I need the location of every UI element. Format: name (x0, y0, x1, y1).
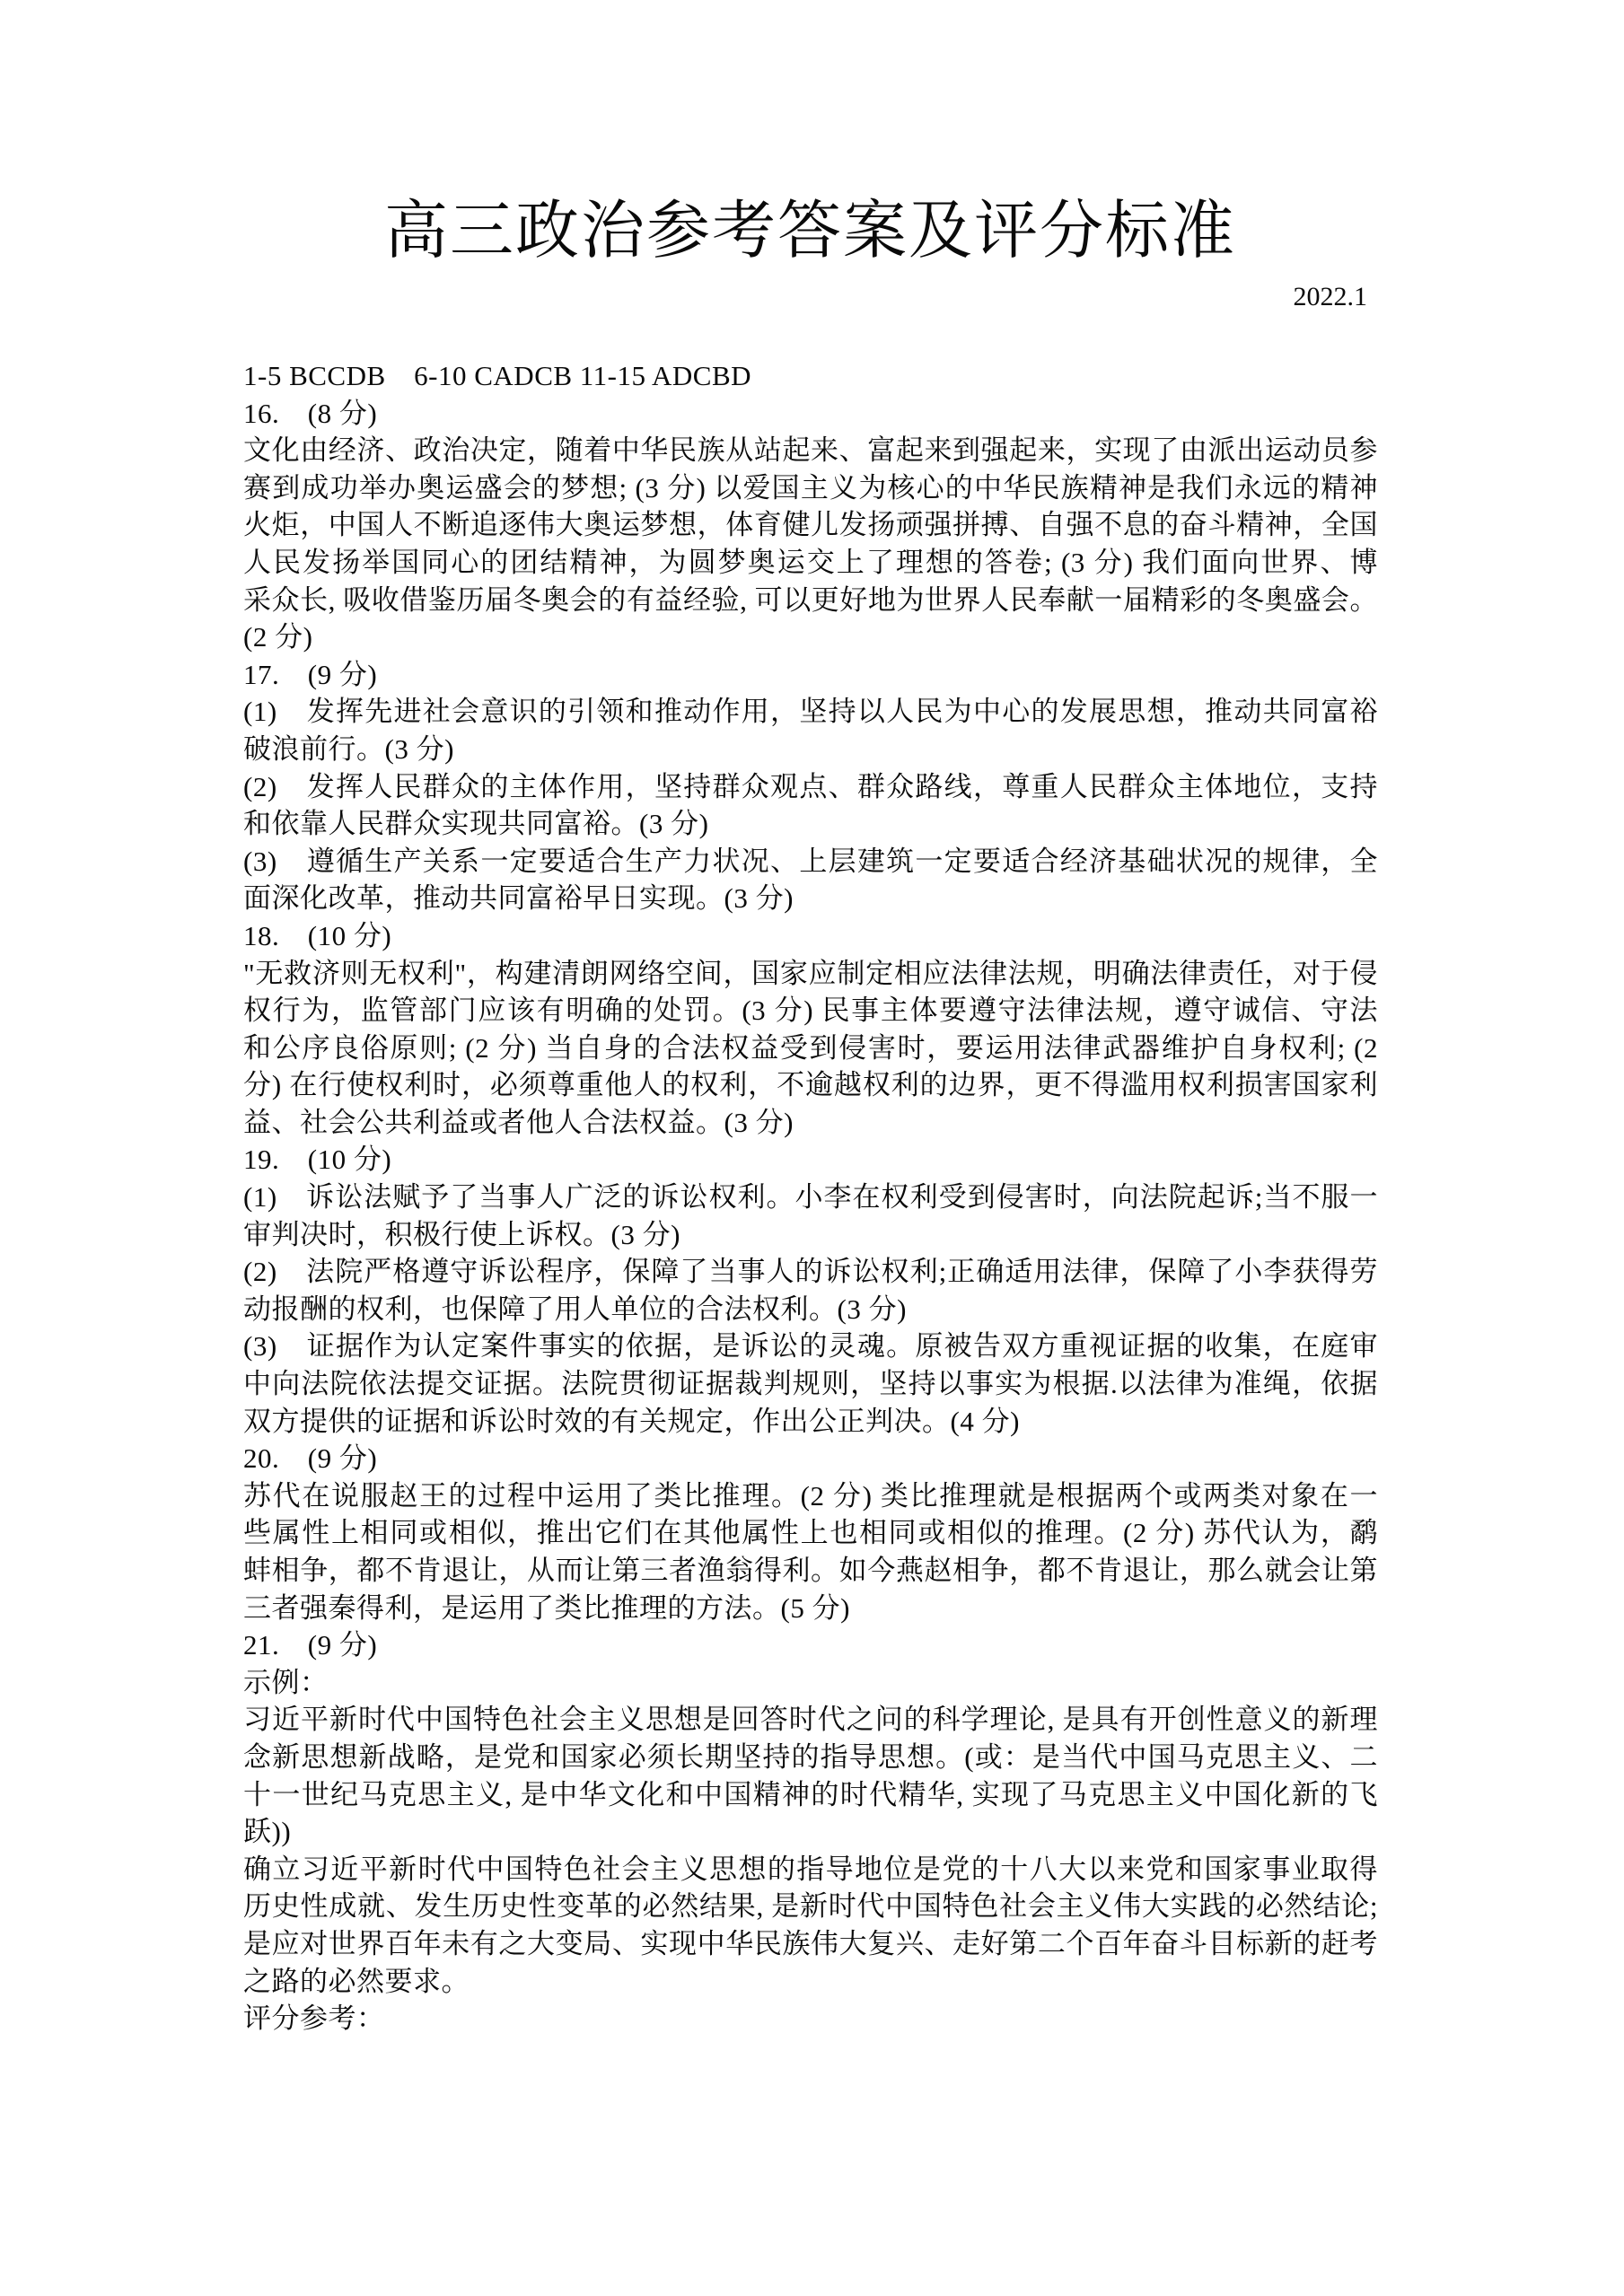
text-line: 分) 在行使权利时，必须尊重他人的权利，不逾越权利的边界，更不得滥用权利损害国家利 (243, 1069, 1378, 1101)
text-line: 些属性上相同或相似，推出它们在其他属性上也相同或相似的推理。(2 分) 苏代认为，鹬 (243, 1517, 1378, 1549)
text-line: 审判决时，积极行使上诉权。(3 分) (243, 1218, 680, 1250)
text-line: 18. (10 分) (243, 919, 392, 951)
text-line: 双方提供的证据和诉讼时效的有关规定，作出公正判决。(4 分) (243, 1405, 1020, 1437)
text-line: 火炬，中国人不断追逐伟大奥运梦想，体育健儿发扬顽强拼搏、自强不息的奋斗精神，全国 (243, 509, 1378, 541)
text-line: (2) 发挥人民群众的主体作用，坚持群众观点、群众路线，尊重人民群众主体地位，支持 (243, 770, 1378, 802)
document-date: 2022.1 (1293, 282, 1367, 311)
text-line: 确立习近平新时代中国特色社会主义思想的指导地位是党的十八大以来党和国家事业取得 (243, 1853, 1378, 1885)
text-line: 1-5 BCCDB 6-10 CADCB 11-15 ADCBD (243, 360, 752, 391)
text-line: 蚌相争，都不肯退让，从而让第三者渔翁得利。如今燕赵相争，都不肯退让，那么就会让第 (243, 1555, 1378, 1586)
text-line: (2 分) (243, 621, 313, 653)
text-line: 破浪前行。(3 分) (243, 732, 454, 765)
text-line: (1) 诉讼法赋予了当事人广泛的诉讼权利。小李在权利受到侵害时，向法院起诉;当不服一 (243, 1181, 1378, 1214)
text-line: 三者强秦得利，是运用了类比推理的方法。(5 分) (243, 1591, 850, 1624)
text-line: 念新思想新战略，是党和国家必须长期坚持的指导思想。(或：是当代中国马克思主义、二 (243, 1740, 1378, 1773)
text-line: (1) 发挥先进社会意识的引领和推动作用，坚持以人民为中心的发展思想，推动共同富裕 (243, 696, 1378, 728)
text-line: (2) 法院严格遵守诉讼程序，保障了当事人的诉讼权利;正确适用法律，保障了小李获得劳 (243, 1256, 1378, 1288)
text-line: 人民发扬举国同心的团结精神，为圆梦奥运交上了理想的答卷; (3 分) 我们面向世界、博 (243, 546, 1378, 578)
text-line: 动报酬的权利，也保障了用人单位的合法权利。(3 分) (243, 1293, 907, 1325)
text-line: 面深化改革，推动共同富裕早日实现。(3 分) (243, 882, 794, 915)
text-line: "无救济则无权利"，构建清朗网络空间，国家应制定相应法律法规，明确法律责任，对于侵 (243, 957, 1378, 989)
text-line: 文化由经济、政治决定，随着中华民族从站起来、富起来到强起来，实现了由派出运动员参 (243, 434, 1378, 467)
answer-key-content (243, 357, 1378, 2037)
text-line: 之路的必然要求。 (243, 1965, 470, 1997)
text-line: 21. (9 分) (243, 1629, 378, 1661)
text-line: 是应对世界百年未有之大变局、实现中华民族伟大复兴、走好第二个百年奋斗目标新的赶考 (243, 1927, 1378, 1959)
text-line: 示例： (243, 1666, 329, 1698)
text-line: 十一世纪马克思主义, 是中华文化和中国精神的时代精华, 实现了马克思主义中国化新的飞 (243, 1778, 1378, 1810)
page-title: 高三政治参考答案及评分标准 (383, 197, 1236, 267)
text-line: 跃)) (243, 1816, 292, 1848)
text-line: 和公序良俗原则; (2 分) 当自身的合法权益受到侵害时，要运用法律武器维护自身权利; (2 (243, 1031, 1378, 1064)
text-line: 19. (10 分) (243, 1144, 392, 1176)
text-line: 17. (9 分) (243, 658, 378, 690)
text-line: 采众长, 吸收借鉴历届冬奥会的有益经验, 可以更好地为世界人民奉献一届精彩的冬奥盛会。 (243, 583, 1378, 616)
text-line: 和依靠人民群众实现共同富裕。(3 分) (243, 808, 709, 840)
text-line: 评分参考： (243, 2002, 385, 2035)
text-line: 历史性成就、发生历史性变革的必然结果, 是新时代中国特色社会主义伟大实践的必然结论; (243, 1890, 1378, 1923)
text-line: 习近平新时代中国特色社会主义思想是回答时代之问的科学理论, 是具有开创性意义的新理 (243, 1704, 1378, 1736)
text-line: 中向法院依法提交证据。法院贯彻证据裁判规则，坚持以事实为根据.以法律为准绳，依据 (243, 1368, 1378, 1400)
text-line: 苏代在说服赵王的过程中运用了类比推理。(2 分) 类比推理就是根据两个或两类对象在一 (243, 1479, 1378, 1512)
text-line: 权行为，监管部门应该有明确的处罚。(3 分) 民事主体要遵守法律法规，遵守诚信、守法 (243, 995, 1378, 1027)
text-line: 16. (8 分) (243, 397, 378, 429)
text-line: 益、社会公共利益或者他人合法权益。(3 分) (243, 1106, 794, 1138)
text-line: 赛到成功举办奥运盛会的梦想; (3 分) 以爱国主义为核心的中华民族精神是我们永远的精神 (243, 471, 1378, 504)
text-line: (3) 遵循生产关系一定要适合生产力状况、上层建筑一定要适合经济基础状况的规律，全 (243, 845, 1378, 877)
text-line: 20. (9 分) (243, 1442, 378, 1475)
text-line: (3) 证据作为认定案件事实的依据，是诉讼的灵魂。原被告双方重视证据的收集，在庭审 (243, 1330, 1378, 1363)
